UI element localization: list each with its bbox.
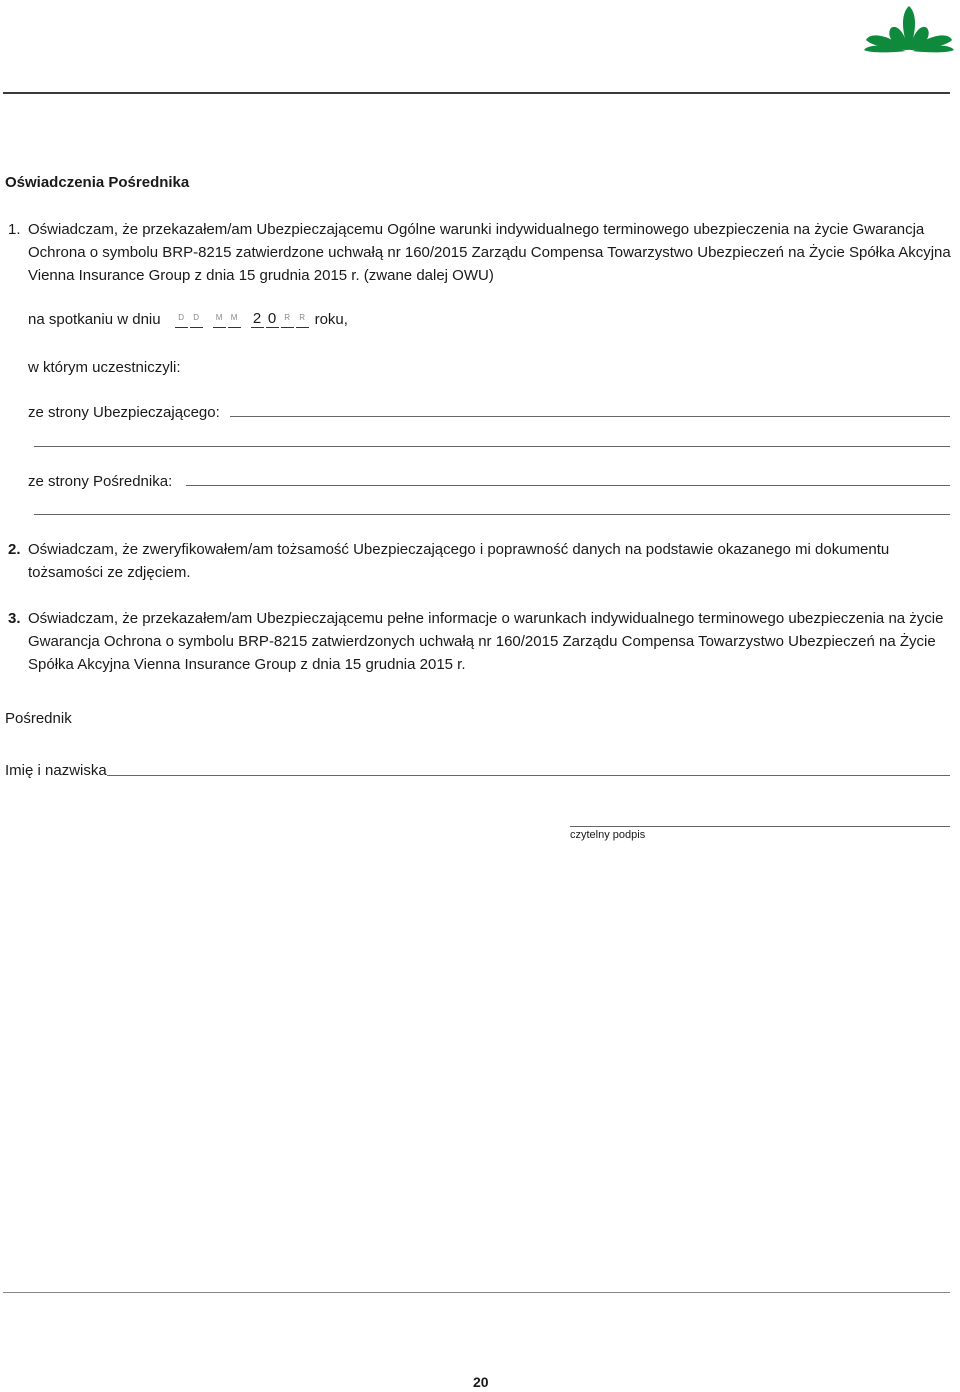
- item-2-text: Oświadczam, że zweryfikowałem/am tożsamość Ubezpieczającego i poprawność danych na podstawie okazanego mi dokumentu tożsamości ze zdjęciem.: [28, 541, 890, 581]
- participants-label: w którym uczestniczyli:: [28, 359, 181, 376]
- item-3-text: Oświadczam, że przekazałem/am Ubezpieczającemu pełne informacje o warunkach indywidualnego terminowego ubezpieczenia na życie Gwarancja Ochrona o symbolu BRP-8215 zatwierdzonych uchwałą nr 160/2015 Zarządu Compensa Towarzystwo Ubezpieczeń na Życie Spółka Akcyjna Vienna Insurance Group z dnia 15 grudnia 2015 r.: [28, 610, 944, 673]
- meeting-date-suffix: roku,: [314, 311, 348, 328]
- page-number: 20: [473, 1374, 489, 1390]
- item-1-number: 1.: [8, 221, 21, 238]
- broker-side-field[interactable]: [186, 485, 950, 486]
- compensa-logo: [862, 4, 956, 54]
- date-year-slot[interactable]: R: [296, 313, 309, 328]
- footer-rule: [3, 1292, 950, 1293]
- date-day-slot[interactable]: D: [175, 313, 188, 328]
- date-year-digit: 0: [266, 311, 279, 328]
- meeting-date-prefix: na spotkaniu w dniu: [28, 311, 161, 328]
- signature-field[interactable]: [570, 826, 950, 827]
- item-1-text: Oświadczam, że przekazałem/am Ubezpieczającemu Ogólne warunki indywidualnego terminowego ubezpieczenia na życie Gwarancja Ochrona o symbolu BRP-8215 zatwierdzone uchwałą nr 160/2015 Zarządu Compensa Towarzystwo Ubezpieczeń na Życie Spółka Akcyjna Vienna Insurance Group z dnia 15 grudnia 2015 r. (zwane dalej OWU): [28, 221, 951, 284]
- date-day-slot[interactable]: D: [190, 313, 203, 328]
- insured-side-field-2[interactable]: [34, 446, 950, 447]
- item-3-number: 3.: [8, 610, 21, 627]
- signature-caption: czytelny podpis: [570, 829, 646, 841]
- meeting-date-row: [28, 311, 348, 328]
- broker-side-label: ze strony Pośrednika:: [28, 473, 173, 490]
- section-heading: Oświadczenia Pośrednika: [5, 174, 190, 191]
- date-month-slot[interactable]: M: [213, 313, 226, 328]
- item-2-number: 2.: [8, 541, 21, 558]
- name-field[interactable]: [107, 775, 950, 776]
- insured-side-field[interactable]: [230, 416, 950, 417]
- insured-side-label: ze strony Ubezpieczającego:: [28, 404, 220, 421]
- broker-side-field-2[interactable]: [34, 514, 950, 515]
- date-year-digit: 2: [251, 311, 264, 328]
- date-year-slot[interactable]: R: [281, 313, 294, 328]
- name-label: Imię i nazwiska: [5, 762, 107, 779]
- broker-label: Pośrednik: [5, 710, 72, 727]
- date-month-slot[interactable]: M: [228, 313, 241, 328]
- header-rule: [3, 92, 950, 94]
